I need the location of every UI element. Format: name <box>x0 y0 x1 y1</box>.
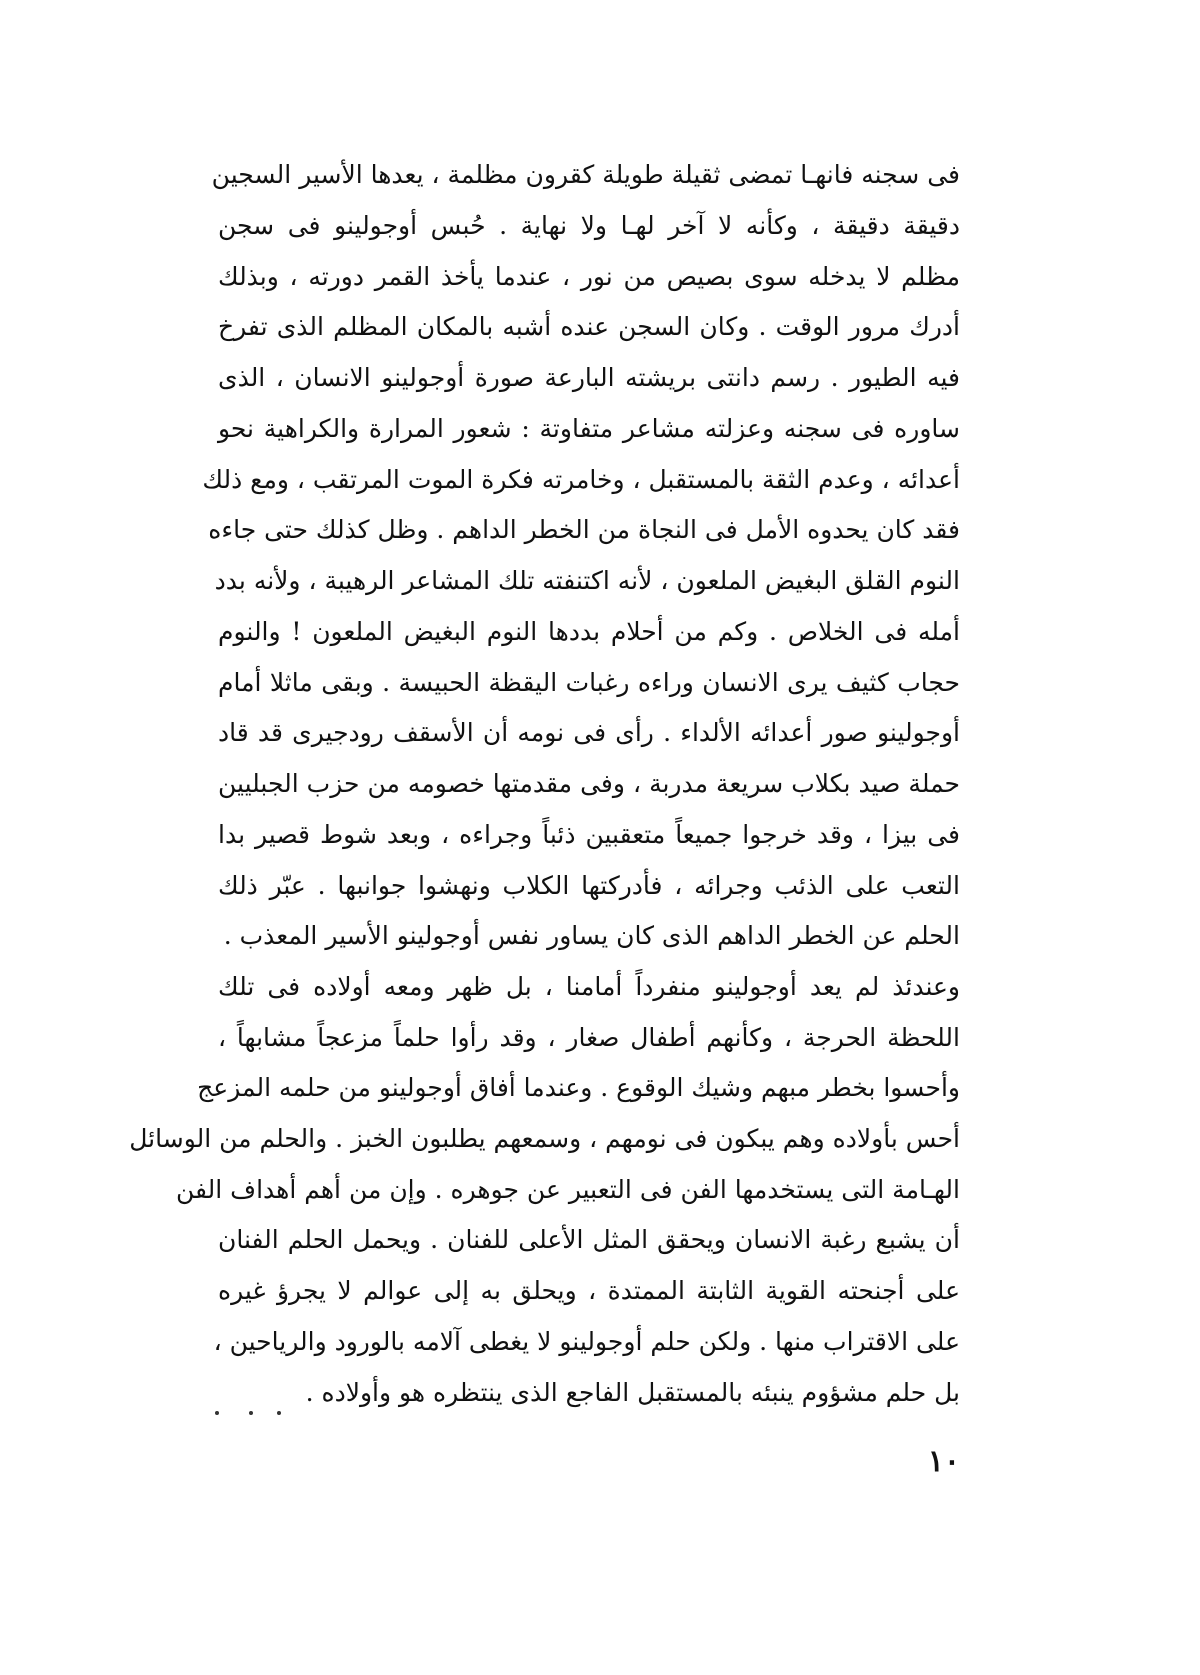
page-number: ١٠ <box>927 1444 960 1479</box>
scan-specks <box>215 1408 295 1418</box>
scan-speck <box>277 1411 281 1415</box>
text-line: دقيقة دقيقة ، وكأنه لا آخر لهـا ولا نهاية . حُبس أوجولينو فى سجن <box>218 210 960 240</box>
text-line: مظلم لا يدخله سوى بصيص من نور ، عندما يأخذ القمر دورته ، وبذلك <box>218 261 960 291</box>
text-line: فى سجنه فانهـا تمضى ثقيلة طويلة كقرون مظلمة ، يعدها الأسير السجين <box>211 160 960 189</box>
text-line: فيه الطيور . رسم دانتى بريشته البارعة صورة أوجولينو الانسان ، الذى <box>218 363 960 392</box>
text-line: التعب على الذئب وجرائه ، فأدركتها الكلاب ونهشوا جوانبها . عبّر ذلك <box>218 870 960 900</box>
text-line: فى بيزا ، وقد خرجوا جميعاً متعقبين ذئباً وجراءه ، وبعد شوط قصير بدا <box>218 819 960 849</box>
text-line: أحس بأولاده وهم يبكون فى نومهم ، وسمعهم يطلبون الخبز . والحلم من الوسائل <box>129 1124 960 1154</box>
text-line: بل حلم مشؤوم ينبئه بالمستقبل الفاجع الذى ينتظره هو وأولاده . <box>305 1377 960 1407</box>
text-line: أدرك مرور الوقت . وكان السجن عنده أشبه بالمكان المظلم الذى تفرخ <box>218 312 960 342</box>
scan-speck <box>249 1411 253 1415</box>
text-line: فقد كان يحدوه الأمل فى النجاة من الخطر الداهم . وظل كذلك حتى جاءه <box>208 515 960 545</box>
scan-speck <box>215 1411 219 1415</box>
text-line: أمله فى الخلاص . وكم من أحلام بددها النوم البغيض الملعون ! والنوم <box>218 616 960 646</box>
text-line: حجاب كثيف يرى الانسان وراءه رغبات اليقظة الحبيسة . وبقى ماثلا أمام <box>218 667 960 697</box>
paragraph-2 <box>129 962 960 1418</box>
text-line: على الاقتراب منها . ولكن حلم أوجولينو لا يغطى آلامه بالورود والرياحين ، <box>213 1326 960 1356</box>
text-line: وأحسوا بخطر مبهم وشيك الوقوع . وعندما أفاق أوجولينو من حلمه المزعج <box>197 1073 960 1103</box>
text-line: أعدائه ، وعدم الثقة بالمستقبل ، وخامرته فكرة الموت المرتقب ، ومع ذلك <box>202 464 960 494</box>
text-line: الحلم عن الخطر الداهم الذى كان يساور نفس أوجولينو الأسير المعذب . <box>223 921 960 951</box>
text-line: حملة صيد بكلاب سريعة مدربة ، وفى مقدمتها خصومه من حزب الجبليين <box>218 769 960 798</box>
text-line: وعندئذ لم يعد أوجولينو منفرداً أمامنا ، بل ظهر ومعه أولاده فى تلك <box>218 972 960 1001</box>
text-line: أن يشبع رغبة الانسان ويحقق المثل الأعلى للفنان . ويحمل الحلم الفنان <box>218 1225 960 1255</box>
text-line: على أجنحته القوية الثابتة الممتدة ، ويحلق به إلى عوالم لا يجرؤ غيره <box>218 1276 960 1306</box>
text-line: الهـامة التى يستخدمها الفن فى التعبير عن جوهره . وإن من أهم أهداف الفن <box>175 1174 960 1204</box>
text-line: أوجولينو صور أعدائه الألداء . رأى فى نومه أن الأسقف رودجيرى قد قاد <box>218 718 960 748</box>
paragraph-1 <box>202 150 960 962</box>
text-line: النوم القلق البغيض الملعون ، لأنه اكتنفته تلك المشاعر الرهيبة ، ولأنه بدد <box>214 566 960 595</box>
text-line: ساوره فى سجنه وعزلته مشاعر متفاوتة : شعور المرارة والكراهية نحو <box>218 413 960 443</box>
text-line: اللحظة الحرجة ، وكأنهم أطفال صغار ، وقد رأوا حلماً مزعجاً مشابهاً ، <box>218 1022 960 1052</box>
